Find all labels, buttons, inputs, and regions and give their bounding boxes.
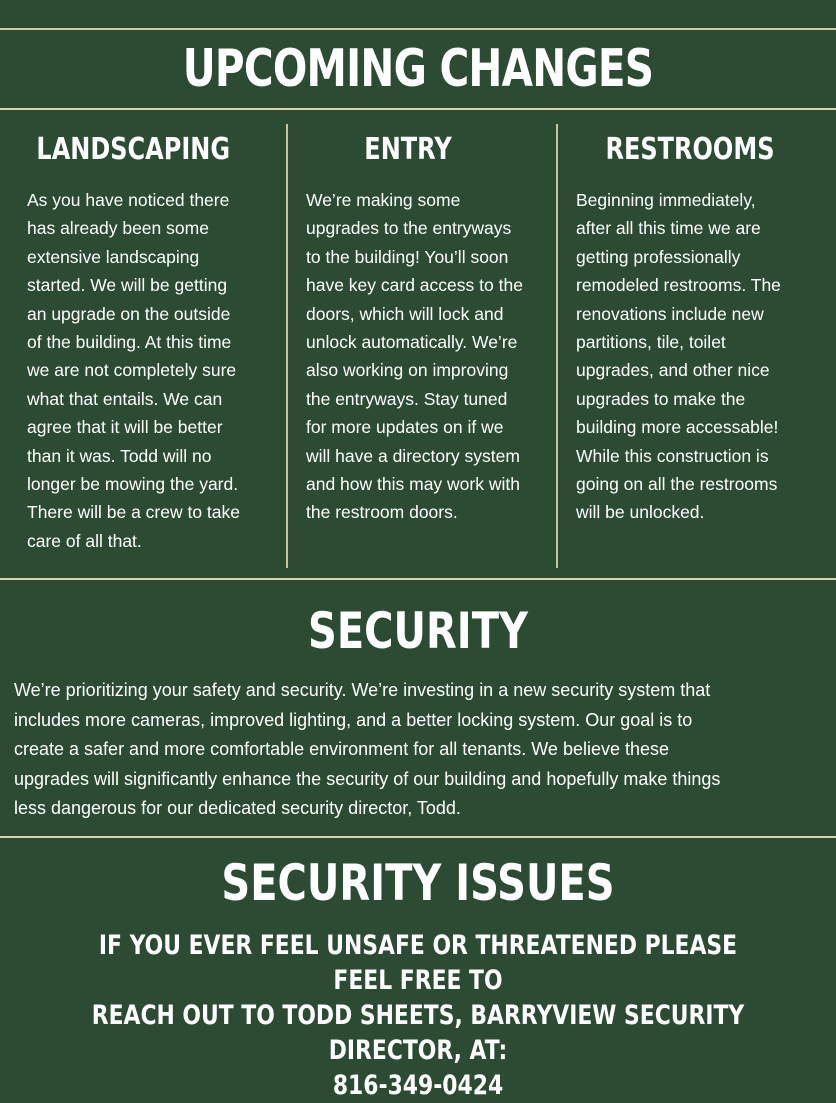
security-heading: SECURITY — [308, 602, 528, 660]
entry-heading: ENTRY — [364, 132, 452, 167]
columns-bottom-divider — [0, 578, 836, 580]
landscaping-text: As you have noticed there has already been some extensive landscaping started. We will be getting an upgrade on the outside of the building. At this time we are not completely sure what that entails. We can agree that it will be better than it was. Todd will no longer be mowing the yard. There will be a crew to take care of all that. — [27, 190, 241, 551]
column-divider-1 — [286, 124, 288, 568]
security-bottom-divider — [0, 836, 836, 838]
security-issues-contact: IF YOU EVER FEEL UNSAFE OR THREATENED PLEASE FEEL FREE TO REACH OUT TO TODD SHEETS, BARRYVIEW SECURITY DIRECTOR, AT: 816-349-0424 — [91, 930, 745, 1101]
security-text: We’re prioritizing your safety and security. We’re investing in a new security system that includes more cameras, improved lighting, and a better locking system. Our goal is to create a safer and more comfortable environment for all tenants. We believe these upgrades will significantly enhance the security of our building and hopefully make things less dangerous for our dedicated security director, Todd. — [14, 680, 721, 818]
top-border-line — [0, 28, 836, 30]
entry-text: We’re making some upgrades to the entryways to the building! You’ll soon have key card access to the doors, which will lock and unlock automatically. We’re also working on improving the entryways. Stay tuned for more updates on if we will have a directory system and how this may work with the restroom doors. — [306, 190, 523, 523]
restrooms-heading: RESTROOMS — [605, 132, 775, 167]
column-divider-2 — [556, 124, 558, 568]
landscaping-heading: LANDSCAPING — [36, 132, 231, 167]
page-title: UPCOMING CHANGES — [182, 39, 654, 99]
header-divider — [0, 108, 836, 110]
restrooms-text: Beginning immediately, after all this time we are getting professionally remodeled restrooms. The renovations include new partitions, tile, toilet upgrades, and other nice upgrades to make the building more accessable! While this construction is going on all the restrooms will be unlocked. — [576, 190, 781, 523]
security-issues-heading: SECURITY ISSUES — [221, 854, 615, 912]
